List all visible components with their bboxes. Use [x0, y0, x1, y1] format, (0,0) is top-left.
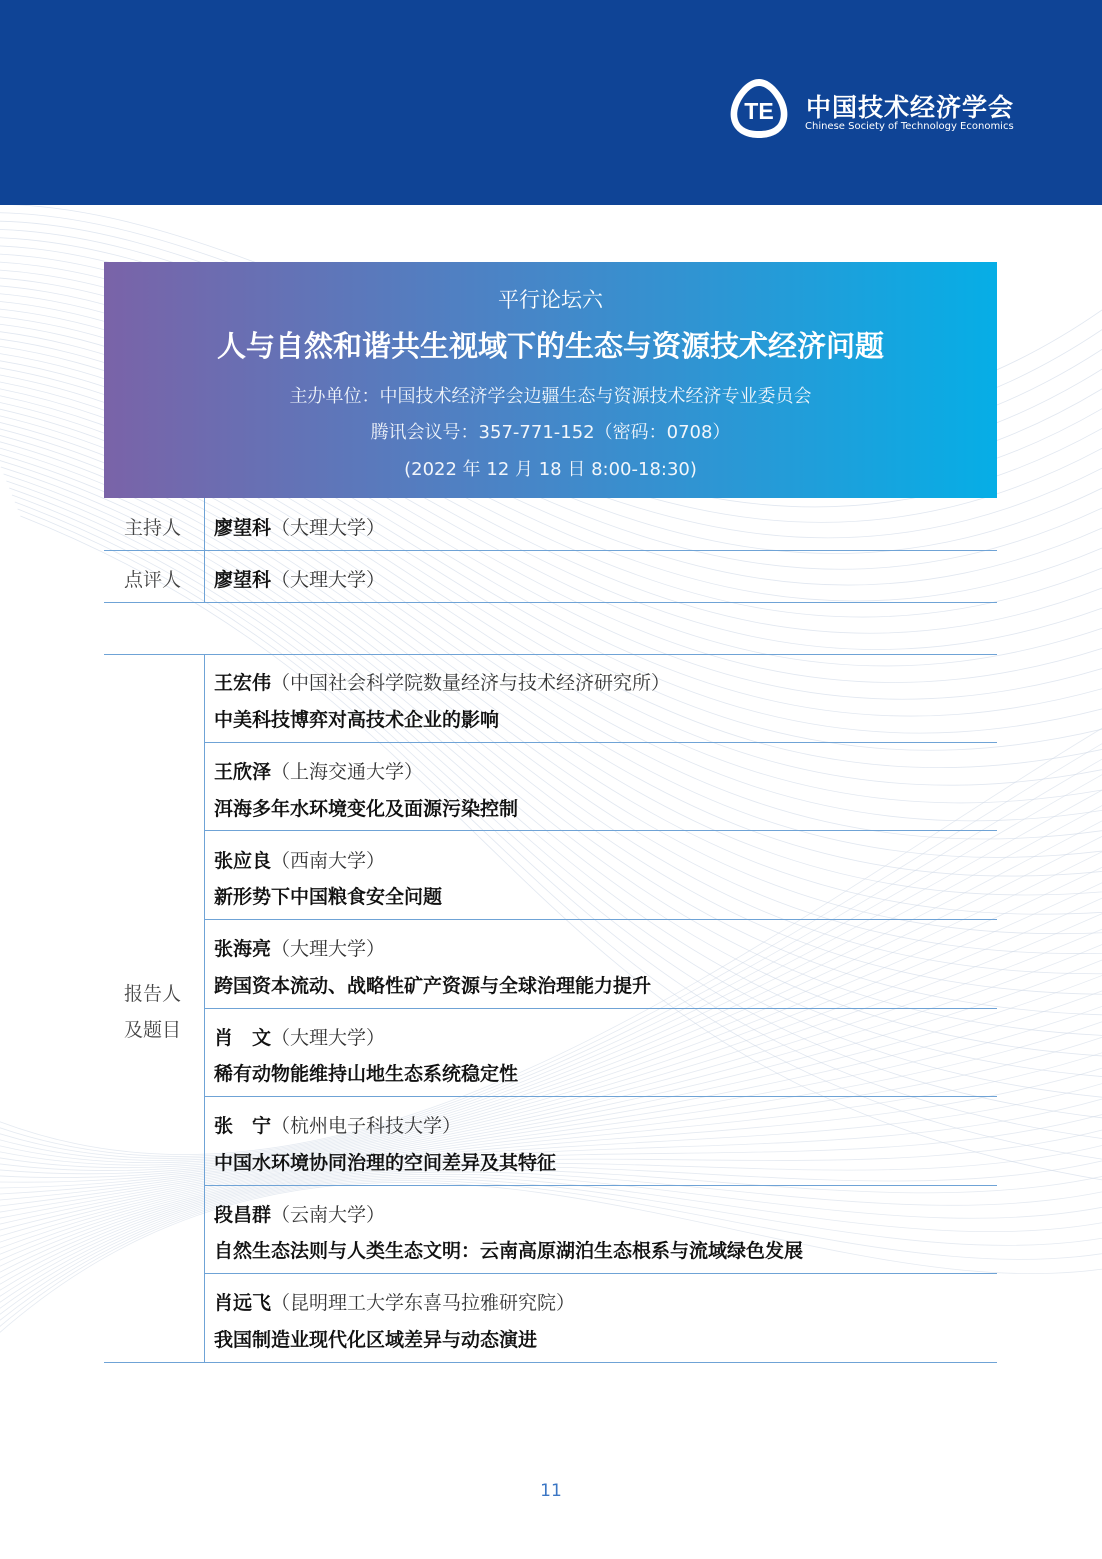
forum-title-panel	[104, 262, 997, 498]
speaker-affiliation: （大理大学）	[271, 938, 386, 960]
table-rule	[204, 1008, 997, 1009]
speaker-name: 王宏伟	[214, 672, 272, 694]
header-band	[0, 0, 1102, 205]
forum-organizer: 主办单位：中国技术经济学会边疆生态与资源技术经济专业委员会	[289, 386, 812, 407]
speaker-name: 张应良	[214, 850, 272, 872]
table-rule	[104, 550, 997, 551]
speaker-name: 肖远飞	[214, 1292, 272, 1314]
speaker-entry	[214, 934, 385, 961]
speaker-entry	[214, 846, 385, 873]
table-rule	[204, 830, 997, 831]
svg-text:TE: TE	[744, 98, 774, 124]
org-name-en: Chinese Society of Technology Economics	[805, 121, 1014, 132]
speaker-topic: 跨国资本流动、战略性矿产资源与全球治理能力提升	[214, 975, 652, 997]
host-affiliation: （大理大学）	[271, 517, 386, 539]
table-rule	[204, 742, 997, 743]
speaker-affiliation: （云南大学）	[271, 1204, 386, 1226]
forum-date: (2022 年 12 月 18 日 8:00-18:30)	[404, 459, 697, 480]
table-rule	[204, 1185, 997, 1186]
speaker-affiliation: （昆明理工大学东喜马拉雅研究院）	[271, 1292, 576, 1314]
host-name: 廖望科	[214, 517, 272, 539]
speaker-name: 张海亮	[214, 938, 272, 960]
speaker-topic: 我国制造业现代化区域差异与动态演进	[214, 1329, 538, 1351]
forum-title: 人与自然和谐共生视域下的生态与资源技术经济问题	[216, 329, 884, 363]
speaker-name: 王欣泽	[214, 761, 272, 783]
meeting-id: 腾讯会议号：357-771-152（密码：0708）	[370, 422, 731, 443]
speaker-entry	[214, 1200, 385, 1227]
speaker-affiliation: （杭州电子科技大学）	[271, 1115, 462, 1137]
speaker-name: 肖 文	[214, 1027, 272, 1049]
speaker-entry	[214, 668, 670, 695]
speaker-affiliation: （西南大学）	[271, 850, 386, 872]
speaker-name: 张 宁	[214, 1115, 272, 1137]
reviewer-label: 点评人	[124, 569, 182, 591]
speaker-topic: 中美科技博弈对高技术企业的影响	[214, 709, 500, 731]
speaker-topic: 稀有动物能维持山地生态系统稳定性	[214, 1063, 519, 1085]
table-rule	[104, 1362, 997, 1363]
table-rule	[204, 1096, 997, 1097]
speaker-affiliation: （大理大学）	[271, 1027, 386, 1049]
page-number: 11	[540, 1481, 562, 1501]
host-label: 主持人	[124, 517, 182, 539]
speakers-label-line1: 报告人	[124, 983, 182, 1005]
reviewer-affiliation: （大理大学）	[271, 569, 386, 591]
speaker-topic: 洱海多年水环境变化及面源污染控制	[214, 798, 519, 820]
speaker-entry	[214, 757, 423, 784]
table-rule	[104, 654, 997, 655]
speaker-name: 段昌群	[214, 1204, 272, 1226]
reviewer-entry	[214, 565, 385, 592]
speaker-entry	[214, 1023, 385, 1050]
speaker-entry	[214, 1111, 461, 1138]
society-logo-icon	[727, 76, 791, 140]
table-rule	[204, 1273, 997, 1274]
org-name-cn: 中国技术经济学会	[806, 93, 1015, 122]
table-rule	[104, 602, 997, 603]
speaker-affiliation: （上海交通大学）	[271, 761, 424, 783]
speaker-topic: 自然生态法则与人类生态文明：云南高原湖泊生态根系与流域绿色发展	[214, 1240, 804, 1262]
speakers-label-line2: 及题目	[124, 1019, 182, 1041]
reviewer-name: 廖望科	[214, 569, 272, 591]
speaker-entry	[214, 1288, 575, 1315]
host-entry	[214, 513, 385, 540]
forum-label: 平行论坛六	[498, 288, 603, 312]
speaker-topic: 中国水环境协同治理的空间差异及其特征	[214, 1152, 557, 1174]
table-rule	[204, 919, 997, 920]
speaker-affiliation: （中国社会科学院数量经济与技术经济研究所）	[271, 672, 671, 694]
speaker-topic: 新形势下中国粮食安全问题	[214, 886, 443, 908]
